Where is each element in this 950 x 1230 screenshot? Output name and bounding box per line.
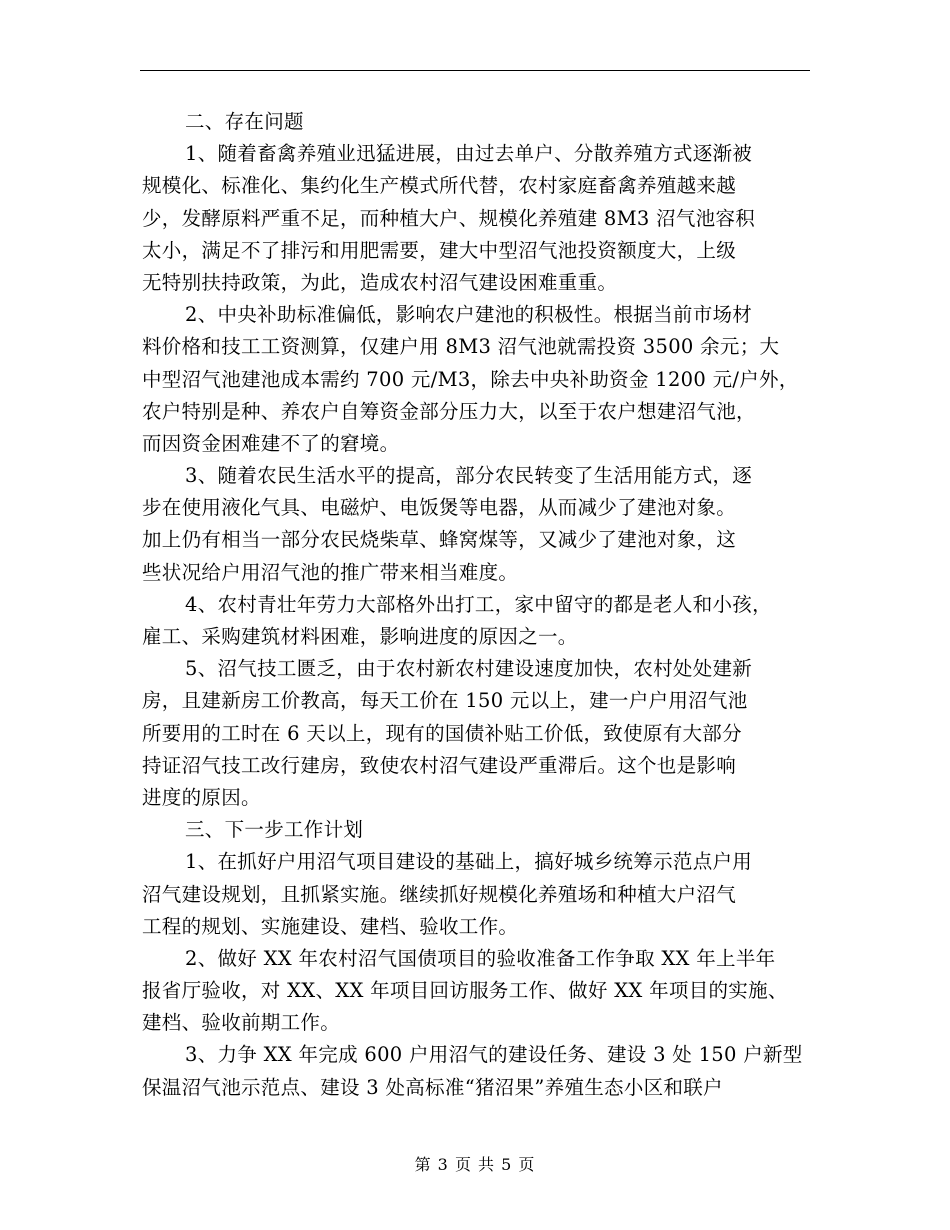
paragraph-line: 规模化、标准化、集约化生产模式所代替，农村家庭畜禽养殖越来越 — [142, 174, 737, 198]
paragraph-line: 4、农村青壮年劳力大部格外出打工，家中留守的都是老人和小孩， — [185, 592, 772, 616]
paragraph-line: 2、做好 XX 年农村沼气国债项目的验收准备工作争取 XX 年上半年 — [185, 946, 776, 970]
paragraph-line: 少，发酵原料严重不足，而种植大户、规模化养殖建 8M3 沼气池容积 — [142, 206, 756, 230]
paragraph-line: 所要用的工时在 6 天以上，现有的国债补贴工价低，致使原有大部分 — [142, 721, 742, 745]
section-heading: 二、存在问题 — [185, 110, 304, 133]
paragraph-line: 2、中央补助标准偏低，影响农户建池的积极性。根据当前市场材 — [185, 303, 753, 327]
paragraph-line: 持证沼气技工改行建房，致使农村沼气建设严重滞后。这个也是影响 — [142, 753, 737, 777]
page-number-label: 第 3 页 共 5 页 — [414, 1155, 536, 1174]
paragraph-line: 工程的规划、实施建设、建档、验收工作。 — [142, 914, 519, 938]
paragraph-line: 建档、验收前期工作。 — [142, 1011, 341, 1035]
paragraph-line: 农户特别是种、养农户自筹资金部分压力大，以至于农户想建沼气池， — [142, 399, 756, 423]
paragraph-line: 5、沼气技工匮乏，由于农村新农村建设速度加快，农村处处建新 — [185, 657, 753, 681]
paragraph-line: 进度的原因。 — [142, 785, 261, 809]
paragraph-line: 3、力争 XX 年完成 600 户用沼气的建设任务、建设 3 处 150 户新型 — [185, 1043, 803, 1067]
document-body — [142, 106, 832, 1104]
paragraph-line: 加上仍有相当一部分农民烧柴草、蜂窝煤等，又减少了建池对象，这 — [142, 528, 737, 552]
paragraph-line: 保温沼气池示范点、建设 3 处高标准“猪沼果”养殖生态小区和联户 — [142, 1075, 723, 1099]
paragraph-line: 无特别扶持政策，为此，造成农村沼气建设困难重重。 — [142, 270, 618, 294]
paragraph-line: 3、随着农民生活水平的提高，部分农民转变了生活用能方式，逐 — [185, 464, 753, 488]
paragraph-line: 步在使用液化气具、电磁炉、电饭煲等电器，从而减少了建池对象。 — [142, 496, 737, 520]
page-number-footer — [0, 1152, 950, 1175]
section-heading: 三、下一步工作计划 — [185, 818, 364, 842]
paragraph-line: 1、在抓好户用沼气项目建设的基础上，搞好城乡统筹示范点户用 — [185, 850, 753, 874]
paragraph-line: 1、随着畜禽养殖业迅猛进展，由过去单户、分散养殖方式逐渐被 — [185, 142, 753, 166]
paragraph-line: 报省厅验收，对 XX、XX 年项目回访服务工作、做好 XX 年项目的实施、 — [142, 979, 788, 1003]
paragraph-line: 太小，满足不了排污和用肥需要，建大中型沼气池投资额度大，上级 — [142, 238, 737, 262]
paragraph-line: 些状况给户用沼气池的推广带来相当难度。 — [142, 560, 519, 584]
header-rule — [140, 70, 810, 71]
paragraph-line: 中型沼气池建池成本需约 700 元/M3，除去中央补助资金 1200 元/户外， — [142, 367, 799, 391]
paragraph-line: 房，且建新房工价教高，每天工价在 150 元以上，建一户户用沼气池 — [142, 689, 748, 713]
paragraph-line: 而因资金困难建不了的窘境。 — [142, 431, 400, 455]
paragraph-line: 料价格和技工工资测算，仅建户用 8M3 沼气池就需投资 3500 余元；大 — [142, 335, 780, 359]
paragraph-line: 沼气建设规划，且抓紧实施。继续抓好规模化养殖场和种植大户沼气 — [142, 882, 737, 906]
paragraph-line: 雇工、采购建筑材料困难，影响进度的原因之一。 — [142, 625, 578, 648]
